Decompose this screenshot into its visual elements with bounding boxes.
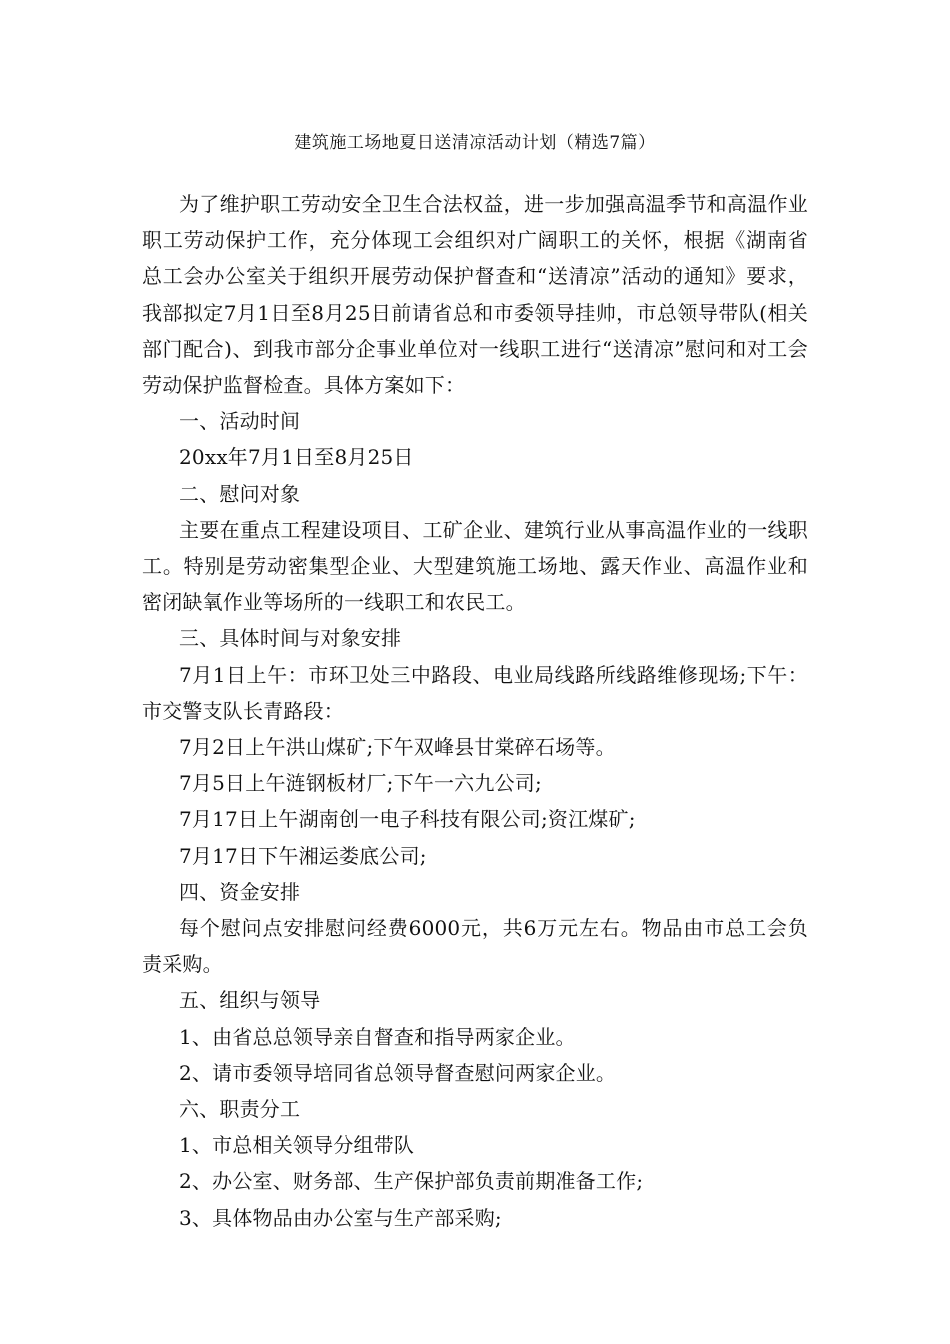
document-title: 建筑施工场地夏日送清凉活动计划（精选7篇） <box>294 133 656 153</box>
organization-item: 1、由省总总领导亲自督查和指导两家企业。 <box>179 1024 576 1049</box>
schedule-item: 7月5日上午涟钢板材厂;下午一六九公司; <box>179 771 542 796</box>
duty-item: 1、市总相关领导分组带队 <box>179 1133 415 1158</box>
section-heading-activity-time: 一、活动时间 <box>179 409 301 434</box>
schedule-item: 7月2日上午洪山煤矿;下午双峰县甘棠碎石场等。 <box>179 735 616 760</box>
section-heading-schedule: 三、具体时间与对象安排 <box>179 626 402 651</box>
funding-paragraph: 每个慰问点安排慰问经费6000元，共6万元左右。物品由市总工会负责采购。 <box>142 916 808 977</box>
schedule-item: 7月17日上午湖南创一电子科技有限公司;资江煤矿; <box>179 807 636 832</box>
section-heading-duties: 六、职责分工 <box>179 1097 301 1122</box>
duty-item: 3、具体物品由办公室与生产部采购; <box>179 1205 502 1230</box>
intro-paragraph: 为了维护职工劳动安全卫生合法权益，进一步加强高温季节和高温作业职工劳动保护工作，充分体现工会组织对广阔职工的关怀，根据《湖南省总工会办公室关于组织开展劳动保护督查和“送清凉”活动的通知》要求，我部拟定7月1日至8月25日前请省总和市委领导挂帅，市总领导带队(相关部门配合)、到我市部分企事业单位对一线职工进行“送清凉”慰问和对工会劳动保护监督检查。具体方案如下： <box>142 192 808 398</box>
section-heading-visit-targets: 二、慰问对象 <box>179 481 301 506</box>
organization-item: 2、请市委领导培同省总领导督查慰问两家企业。 <box>179 1060 617 1085</box>
section-heading-organization: 五、组织与领导 <box>179 988 321 1013</box>
activity-time-paragraph: 20xx年7月1日至8月25日 <box>179 445 414 470</box>
document-body <box>142 186 808 1236</box>
schedule-item: 7月1日上午：市环卫处三中路段、电业局线路所线路维修现场;下午：市交警支队长青路段： <box>142 662 808 723</box>
duty-item: 2、办公室、财务部、生产保护部负责前期准备工作; <box>179 1169 644 1194</box>
section-heading-funding: 四、资金安排 <box>179 879 301 904</box>
visit-targets-paragraph: 主要在重点工程建设项目、工矿企业、建筑行业从事高温作业的一线职工。特别是劳动密集型企业、大型建筑施工场地、露天作业、高温作业和密闭缺氧作业等场所的一线职工和农民工。 <box>142 517 808 615</box>
schedule-item: 7月17日下午湘运娄底公司; <box>179 843 427 868</box>
